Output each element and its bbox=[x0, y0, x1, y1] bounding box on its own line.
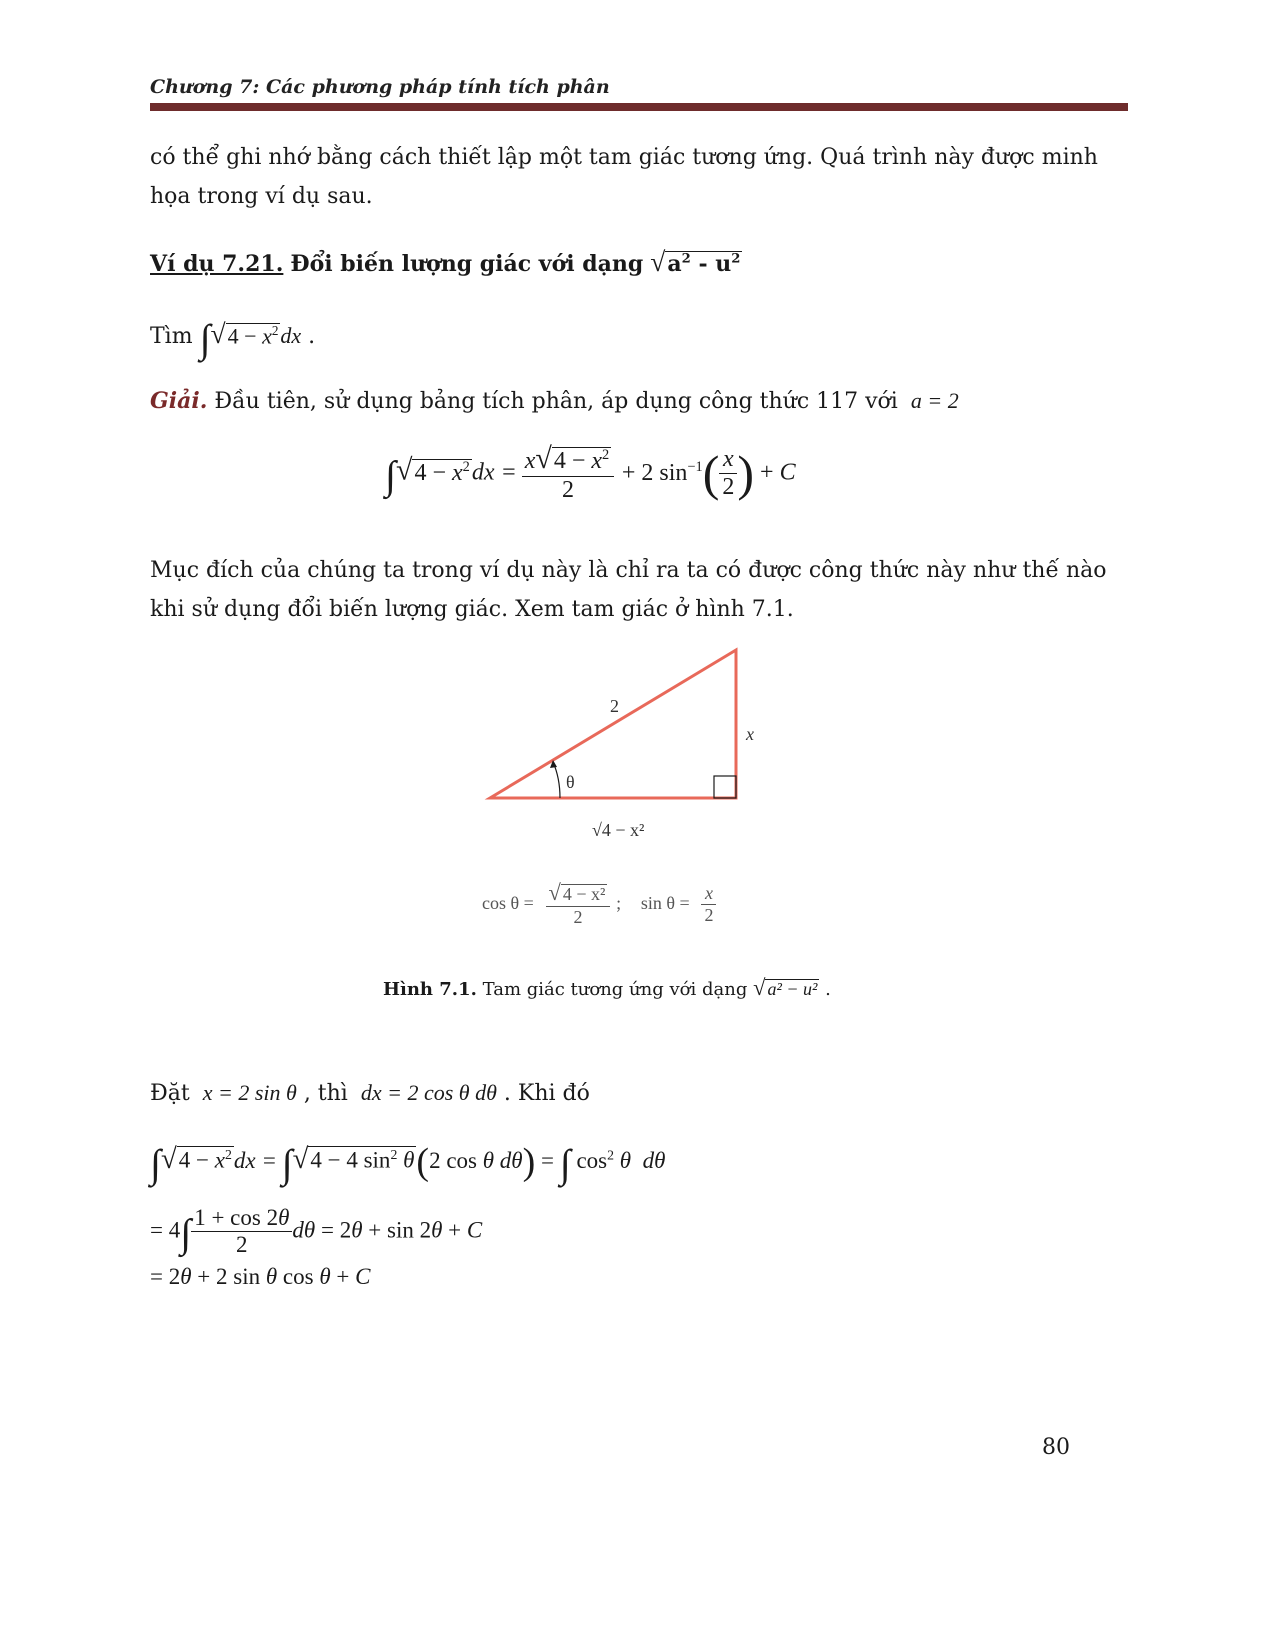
purpose-line-2: khi sử dụng đổi biến lượng giác. Xem tam giác ở hình 7.1. bbox=[150, 597, 794, 622]
triangle-figure bbox=[480, 640, 800, 860]
integral-formula: $\int√4 - x^2dx$ = $\frac{x√4 - x^2}{2}$ + 2 $\sin^{-1}$( $\frac{x}{2}$ ) + C bbox=[385, 442, 796, 503]
caption-form: a² − u² bbox=[767, 979, 818, 999]
sin-denominator: 2 bbox=[704, 904, 714, 925]
intro-line-1: có thể ghi nhớ bằng cách thiết lập một tam giác tương ứng. Quá trình này được minh bbox=[150, 145, 1098, 170]
purpose-paragraph bbox=[150, 551, 1130, 629]
separator: ; bbox=[616, 893, 622, 913]
figure-caption: Hình 7.1. Tam giác tương ứng với dạng √ a² − u² . bbox=[383, 975, 831, 1000]
derivation-line-1: $\int√4 - x^2dx = \int√4 - 4$ $\sin^2 \theta(2$ cos θ dθ) = ∫ $\cos^2 \theta$ dθ bbox=[150, 1141, 666, 1186]
trig-relations: cos θ = $\frac{\text{√ 4 − x²}}{2}$ ; sin θ = $\frac{x}{2}$ bbox=[482, 880, 716, 928]
derivation-line-3: = 2θ + 2 sin θ cos θ + C bbox=[150, 1264, 371, 1289]
derivation-line-2: = 4∫ $\frac{1 + \cos 2\theta}{2}$ dθ = 2θ + sin 2θ + C bbox=[150, 1205, 483, 1257]
subst-eq-2: dx = 2 cos θ dθ bbox=[360, 1080, 497, 1105]
solution-intro bbox=[150, 388, 959, 414]
solution-condition: a = 2 bbox=[910, 388, 959, 413]
intro-line-2: họa trong ví dụ sau. bbox=[150, 184, 373, 209]
subst-word-2: , thì bbox=[303, 1081, 348, 1106]
substitution-line bbox=[150, 1080, 590, 1106]
chapter-header: Chương 7: Các phương pháp tính tích phân bbox=[150, 76, 610, 98]
solution-text: Đầu tiên, sử dụng bảng tích phân, áp dụng công thức 117 với bbox=[214, 389, 898, 414]
base-label: √4 − x² bbox=[592, 820, 645, 840]
right-angle-marker bbox=[714, 776, 736, 798]
solution-label: Giải. bbox=[150, 388, 208, 414]
subst-eq-1: x = 2 sin θ bbox=[202, 1080, 297, 1105]
header-divider bbox=[150, 103, 1128, 111]
cos-numerator: 4 − x² bbox=[562, 884, 606, 904]
subst-word-1: Đặt bbox=[150, 1081, 190, 1106]
find-statement: Tìm $\int√4 - x^2dx$ . bbox=[150, 316, 316, 361]
example-label: Ví dụ 7.21. bbox=[150, 251, 284, 277]
right-triangle bbox=[490, 650, 736, 798]
example-form: $√a^2 - u^2$ bbox=[650, 246, 741, 277]
page-number: 80 bbox=[1042, 1435, 1070, 1460]
sin-lhs: sin θ = bbox=[640, 893, 690, 913]
find-word: Tìm bbox=[150, 324, 193, 349]
subst-word-3: . Khi đó bbox=[503, 1081, 590, 1106]
cos-denominator: 2 bbox=[573, 907, 583, 927]
radical-sign: √ bbox=[650, 246, 666, 277]
hypotenuse-label: 2 bbox=[610, 696, 619, 716]
intro-paragraph bbox=[150, 138, 1130, 216]
cos-lhs: cos θ = bbox=[482, 893, 534, 913]
example-heading bbox=[150, 246, 742, 278]
sin-numerator: x bbox=[701, 883, 716, 905]
caption-text: Tam giác tương ứng với dạng bbox=[482, 979, 748, 1000]
caption-label: Hình 7.1. bbox=[383, 979, 477, 1000]
purpose-line-1: Mục đích của chúng ta trong ví dụ này là chỉ ra ta có được công thức này như thế nào bbox=[150, 558, 1107, 583]
angle-label: θ bbox=[566, 772, 575, 792]
side-label: x bbox=[746, 724, 754, 744]
example-title: Đổi biến lượng giác với dạng bbox=[290, 251, 644, 277]
